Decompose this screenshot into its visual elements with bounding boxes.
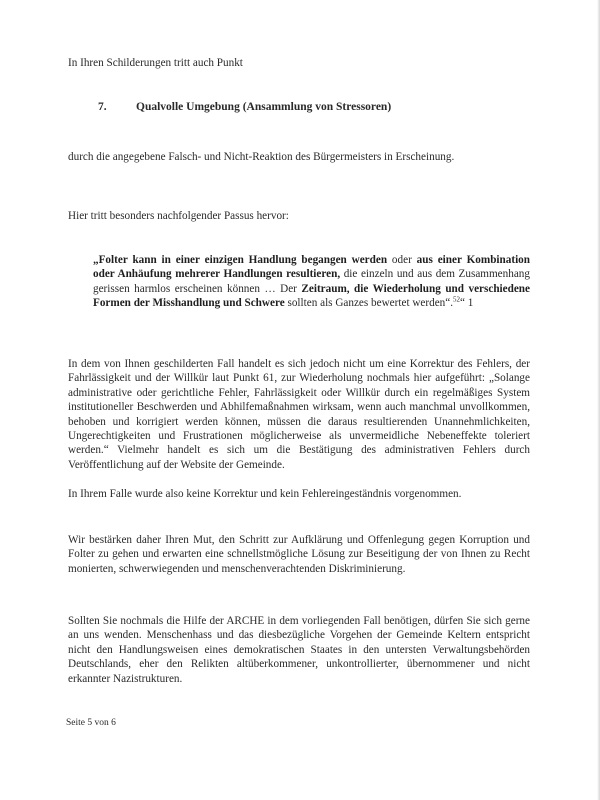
paragraph-no-correction: In Ihrem Falle wurde also keine Korrektur und kein Fehlereingeständnis vorgenommen.: [68, 488, 462, 500]
section-heading: Qualvolle Umgebung (Ansammlung von Stressoren): [136, 101, 392, 113]
paragraph-correction: In dem von Ihnen geschilderten Fall handelt es sich jedoch nicht um eine Korrektur des Fehlers, der Fahrlässigkeit und der Willkür laut Punkt 61, zur Wiederholung nochmals hier aufgeführt: „Solange administrative oder gerichtliche Fehler, Fahrlässigkeit oder Willkür durch ein regelmäßiges System institutioneller Beschwerden und Abhilfemaßnahmen wirksam, wenn auch manchmal unvollkommen, behoben und korrigiert werden können, müssen die daraus resultierenden Unannehmlichkeiten, Ungerechtigkeiten und Frustrationen möglicherweise als unvermeidliche Nebeneffekte toleriert werden.“ Vielmehr handelt es sich um die Bestätigung des administrativen Fehlers durch Veröffentlichung auf der Website der Gemeinde.: [68, 358, 530, 471]
quote-text-2: die einzeln und aus dem Zusammenhang gerissen harmlos erscheinen können … Der: [93, 268, 530, 295]
quote-bold-1: „Folter kann in einer einzigen Handlung begangen werden: [93, 254, 388, 266]
intro-line: In Ihren Schilderungen tritt auch Punkt: [68, 57, 243, 69]
after-heading-line: durch die angegebene Falsch- und Nicht-Reaktion des Bürgermeisters in Erscheinung.: [68, 151, 455, 163]
quote-bold-3: Zeitraum, die Wiederholung und verschiedene Formen der Misshandlung und Schwere: [93, 282, 530, 310]
footnote-marker: 52: [453, 295, 461, 304]
block-quote: [93, 253, 530, 311]
paragraph-encouragement: Wir bestärken daher Ihren Mut, den Schritt zur Aufklärung und Offenlegung gegen Korruption und Folter zu gehen und erwarten eine schnellstmögliche Lösung zur Beseitigung der von Ihnen zu Recht monierten, schwerwiegenden und menschenverachtenden Diskriminierung.: [68, 534, 530, 575]
page-number: Seite 5 von 6: [66, 718, 116, 728]
paragraph-arche-help: Sollten Sie nochmals die Hilfe der ARCHE in dem vorliegenden Fall benötigen, dürfen Sie sich gerne an uns wenden. Menschenhass und das diesbezügliche Vorgehen der Gemeinde Keltern entspricht nicht den Handlungsweisen eines demokratischen Staates in den untersten Verwaltungsbehörden Deutschlands, eher den Relikten altüberkommener, unkontrollierter, übernommener und nicht erkannter Nazistrukturen.: [68, 615, 530, 685]
passage-intro: Hier tritt besonders nachfolgender Passus hervor:: [68, 210, 289, 222]
quote-bold-2: aus einer Kombination oder Anhäufung mehrerer Handlungen resultieren,: [93, 254, 530, 281]
footnote-suffix: “ 1: [460, 297, 474, 310]
section-number: 7.: [98, 101, 107, 113]
quote-text-3: sollten als Ganzes bewertet werden“.: [284, 297, 454, 310]
quote-text-1: oder: [387, 254, 417, 266]
